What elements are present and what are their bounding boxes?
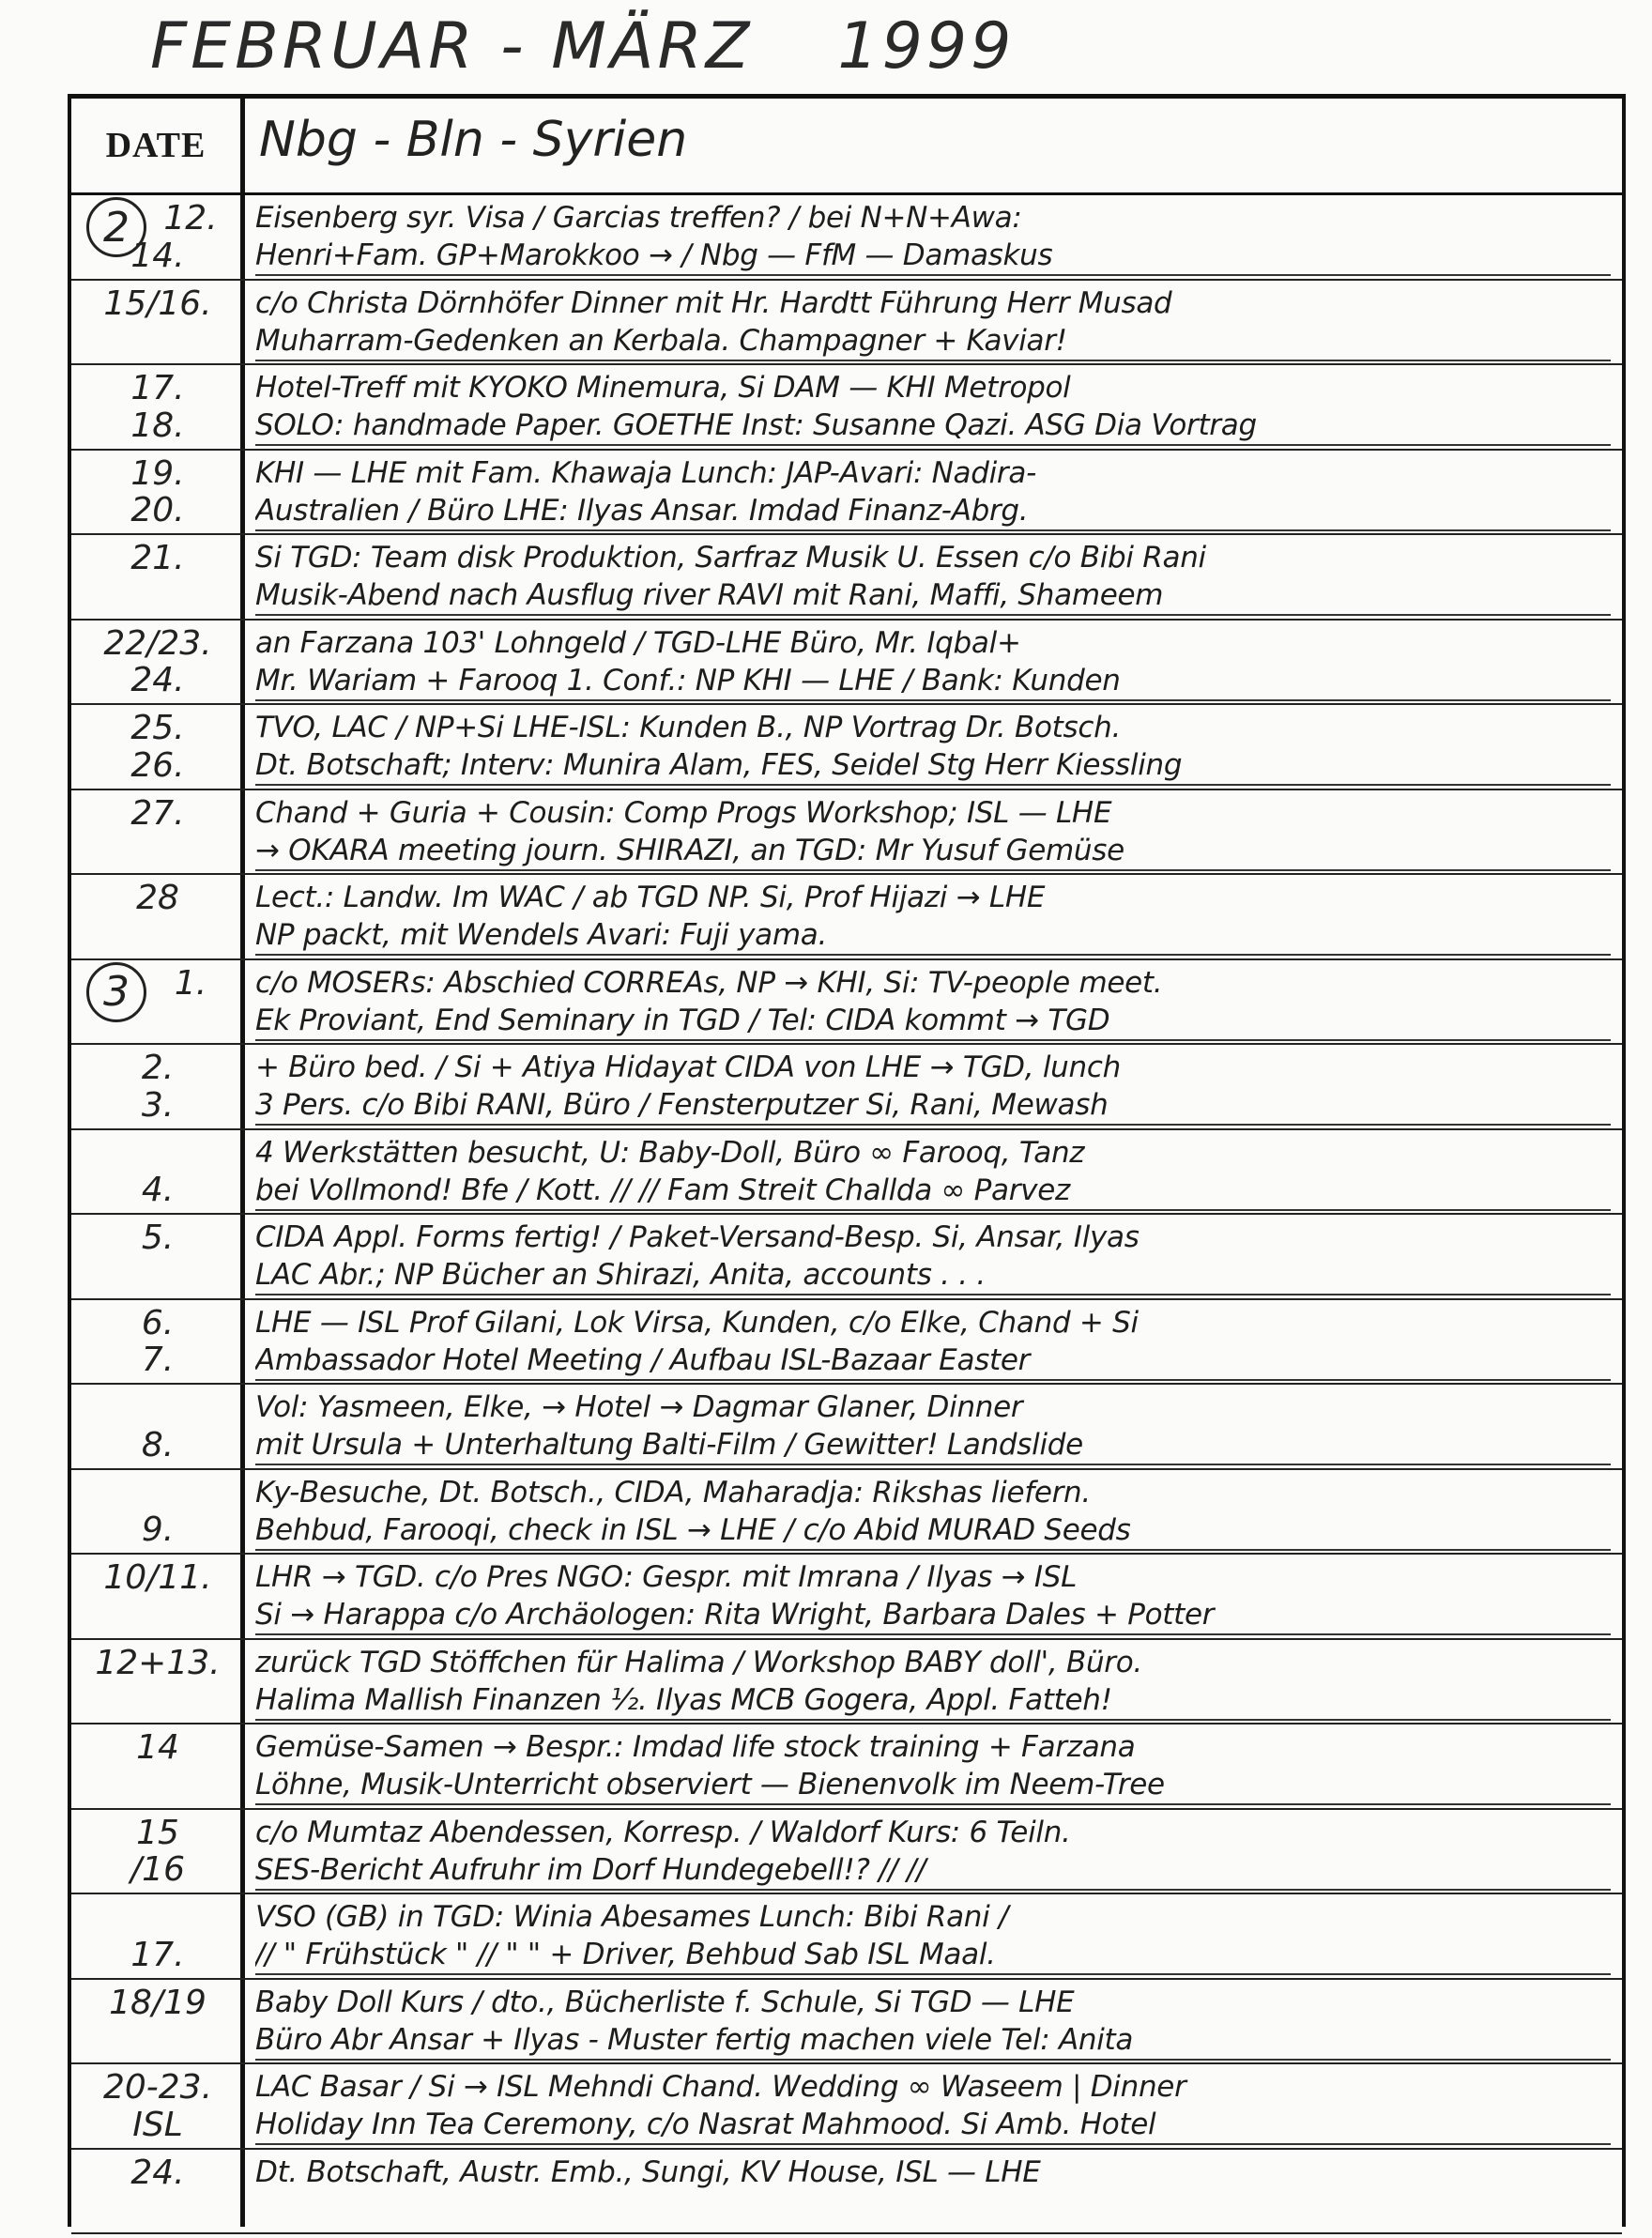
date-line-1: 20-23.: [102, 2068, 213, 2107]
date-cell: [79, 1130, 237, 1216]
entry-line-2: Ek Proviant, End Seminary in TGD / Tel: CIDA kommt → TGD: [255, 1004, 1611, 1041]
date-line-1: 12+13.: [95, 1643, 221, 1682]
entry-cell: [255, 365, 1611, 451]
diary-row: [71, 705, 1622, 790]
diary-row: [71, 960, 1622, 1046]
page-header: [150, 9, 1015, 84]
date-line-1: 15/16.: [103, 284, 212, 323]
entry-cell: [255, 875, 1611, 960]
entry-cell: [255, 535, 1611, 621]
entry-line-2: Australien / Büro LHE: Ilyas Ansar. Imdad Finanz-Abrg.: [255, 494, 1611, 531]
date-cell: [79, 535, 237, 621]
diary-row: [71, 195, 1622, 281]
date-column-header: DATE: [105, 126, 206, 165]
entry-line-1: c/o MOSERs: Abschied CORREAs, NP → KHI, Si: TV-people meet.: [255, 965, 1163, 1000]
entry-line-2: Mr. Wariam + Farooq 1. Conf.: NP KHI — LHE / Bank: Kunden: [255, 664, 1611, 701]
date-line-1: 24.: [130, 2153, 185, 2192]
entry-line-2: SOLO: handmade Paper. GOETHE Inst: Susanne Qazi. ASG Dia Vortrag: [255, 408, 1611, 446]
date-cell: [79, 281, 237, 366]
entry-line-2: Muharram-Gedenken an Kerbala. Champagner + Kaviar!: [255, 324, 1611, 361]
date-cell: [79, 1470, 237, 1556]
date-line-2: 7.: [141, 1341, 175, 1379]
entry-cell: [255, 1045, 1611, 1130]
date-line-1: 10/11.: [103, 1558, 212, 1597]
entry-cell: [255, 2064, 1611, 2150]
diary-sheet: [68, 94, 1626, 2227]
diary-row: [71, 1724, 1622, 1810]
entry-line-1: Ky-Besuche, Dt. Botsch., CIDA, Maharadja: Rikshas liefern.: [255, 1475, 1091, 1510]
entry-cell: [255, 1215, 1611, 1300]
date-cell: [79, 960, 237, 1046]
date-line-1: 25.: [130, 709, 185, 747]
date-line-2: 4.: [141, 1171, 175, 1209]
entry-cell: [255, 621, 1611, 706]
entry-line-1: Eisenberg syr. Visa / Garcias treffen? / bei N+N+Awa:: [255, 201, 1022, 235]
date-cell: [79, 1045, 237, 1130]
date-cell: [79, 1894, 237, 1980]
entry-cell: [255, 705, 1611, 790]
entry-line-1: c/o Mumtaz Abendessen, Korresp. / Waldorf Kurs: 6 Teiln.: [255, 1815, 1071, 1849]
date-line-1: 28: [136, 879, 179, 917]
date-line-1: 21.: [130, 539, 185, 577]
entry-line-2: Musik-Abend nach Ausflug river RAVI mit Rani, Maffi, Shameem: [255, 578, 1611, 616]
entry-line-1: Vol: Yasmeen, Elke, → Hotel → Dagmar Glaner, Dinner: [255, 1390, 1023, 1424]
entry-line-1: VSO (GB) in TGD: Winia Abesames Lunch: Bibi Rani /: [255, 1900, 1009, 1934]
date-line-2: 17.: [130, 1935, 185, 1974]
date-line-1: 18/19: [109, 1983, 206, 2022]
entry-line-1: zurück TGD Stöffchen für Halima / Workshop BABY doll', Büro.: [255, 1645, 1142, 1679]
month-marker: 3: [86, 962, 146, 1022]
entry-cell: [255, 1555, 1611, 1640]
entry-cell: [255, 195, 1611, 281]
entry-cell: [255, 790, 1611, 876]
date-line-1: 19.: [130, 453, 185, 493]
date-line-2: 18.: [130, 406, 185, 445]
entry-line-1: 4 Werkstätten besucht, U: Baby-Doll, Büro ∞ Farooq, Tanz: [255, 1135, 1085, 1170]
date-cell: [79, 875, 237, 960]
date-cell: [79, 1385, 237, 1470]
diary-row: [71, 1130, 1622, 1216]
date-cell: [79, 1640, 237, 1725]
date-line-1: 2.: [141, 1049, 175, 1087]
entry-line-2: // " Frühstück " // " " + Driver, Behbud Sab ISL Maal.: [255, 1938, 1611, 1975]
date-line-2: /16: [130, 1850, 185, 1889]
entry-line-2: Ambassador Hotel Meeting / Aufbau ISL-Bazaar Easter: [255, 1343, 1611, 1381]
entry-cell: [255, 1724, 1611, 1810]
entry-line-2: SES-Bericht Aufruhr im Dorf Hundegebell!? // //: [255, 1853, 1611, 1891]
date-line-1: 6.: [141, 1303, 175, 1342]
entry-line-2: → OKARA meeting journ. SHIRAZI, an TGD: Mr Yusuf Gemüse: [255, 834, 1611, 871]
diary-row: [71, 1810, 1622, 1895]
entry-line-1: Gemüse-Samen → Bespr.: Imdad life stock training + Farzana: [255, 1730, 1136, 1764]
entry-line-2: Holiday Inn Tea Ceremony, c/o Nasrat Mahmood. Si Amb. Hotel: [255, 2108, 1611, 2145]
date-line-1: 27.: [130, 793, 185, 833]
date-line-1: 12.: [163, 199, 218, 238]
date-cell: [79, 451, 237, 536]
entry-line-1: CIDA Appl. Forms fertig! / Paket-Versand-Besp. Si, Ansar, Ilyas: [255, 1220, 1140, 1254]
date-line-2: 9.: [141, 1510, 175, 1549]
entry-line-2: Büro Abr Ansar + Ilyas - Muster fertig machen viele Tel: Anita: [255, 2023, 1611, 2061]
diary-row: [71, 1470, 1622, 1556]
entry-line-1: Hotel-Treff mit KYOKO Minemura, Si DAM — KHI Metropol: [255, 371, 1071, 405]
entry-line-2: NP packt, mit Wendels Avari: Fuji yama.: [255, 918, 1611, 956]
date-cell: [79, 1980, 237, 2065]
date-cell: [79, 1724, 237, 1810]
entry-line-2: mit Ursula + Unterhaltung Balti-Film / Gewitter! Landslide: [255, 1428, 1611, 1465]
date-line-2: 14.: [130, 236, 185, 275]
entry-line-2: Behbud, Farooqi, check in ISL → LHE / c/o Abid MURAD Seeds: [255, 1513, 1611, 1551]
date-cell: [79, 1810, 237, 1895]
entry-line-1: KHI — LHE mit Fam. Khawaja Lunch: JAP-Avari: Nadira-: [255, 455, 1036, 490]
date-cell: [79, 2150, 237, 2235]
entry-line-1: LAC Basar / Si → ISL Mehndi Chand. Wedding ∞ Waseem | Dinner: [255, 2070, 1186, 2104]
diary-row: [71, 1894, 1622, 1980]
entry-line-1: Lect.: Landw. Im WAC / ab TGD NP. Si, Prof Hijazi → LHE: [255, 881, 1046, 914]
diary-row: [71, 621, 1622, 706]
header-entry: Nbg - Bln - Syrien: [259, 112, 688, 168]
date-cell: [79, 2064, 237, 2150]
entry-line-1: TVO, LAC / NP+Si LHE-ISL: Kunden B., NP Vortrag Dr. Botsch.: [255, 711, 1122, 744]
entry-line-1: Si TGD: Team disk Produktion, Sarfraz Musik U. Essen c/o Bibi Rani: [255, 541, 1206, 575]
row-rule: [71, 2232, 1622, 2234]
entry-cell: [255, 1470, 1611, 1556]
diary-row: [71, 451, 1622, 536]
diary-row: [71, 1215, 1622, 1300]
entry-cell: [255, 960, 1611, 1046]
entry-line-2: Henri+Fam. GP+Marokkoo → / Nbg — FfM — Damaskus: [255, 238, 1611, 276]
date-line-2: 26.: [130, 745, 185, 785]
diary-row: [71, 1300, 1622, 1386]
entry-cell: [255, 2150, 1611, 2235]
date-line-1: 15: [136, 1813, 179, 1852]
entry-cell: [255, 1640, 1611, 1725]
date-cell: [79, 1555, 237, 1640]
date-line-1: 17.: [130, 369, 185, 407]
diary-row: [71, 790, 1622, 876]
date-line-2: 24.: [130, 661, 185, 699]
entry-line-2: Dt. Botschaft; Interv: Munira Alam, FES, Seidel Stg Herr Kiessling: [255, 748, 1611, 786]
date-cell: [79, 365, 237, 451]
entry-line-1: c/o Christa Dörnhöfer Dinner mit Hr. Hardtt Führung Herr Musad: [255, 285, 1172, 320]
diary-row: [71, 2064, 1622, 2150]
page-year: 1999: [837, 9, 1016, 84]
diary-row: [71, 1385, 1622, 1470]
diary-row: [71, 1555, 1622, 1640]
entry-line-1: Dt. Botschaft, Austr. Emb., Sungi, KV House, ISL — LHE: [255, 2154, 1041, 2189]
entry-cell: [255, 1300, 1611, 1386]
date-line-2: 20.: [130, 491, 185, 529]
date-line-1: 22/23.: [103, 623, 212, 663]
entry-cell: [255, 1130, 1611, 1216]
date-line-1: 1.: [174, 963, 207, 1003]
page-title: FEBRUAR - MÄRZ: [150, 9, 754, 84]
entry-line-1: + Büro bed. / Si + Atiya Hidayat CIDA von LHE → TGD, lunch: [255, 1050, 1121, 1084]
entry-cell: [255, 1810, 1611, 1895]
entry-line-1: Baby Doll Kurs / dto., Bücherliste f. Schule, Si TGD — LHE: [255, 1985, 1075, 2019]
date-line-1: 14: [136, 1728, 179, 1767]
diary-row: [71, 281, 1622, 366]
entry-line-2: Halima Mallish Finanzen ½. Ilyas MCB Gogera, Appl. Fatteh!: [255, 1683, 1611, 1721]
date-line-2: 8.: [141, 1425, 175, 1464]
entry-line-1: Chand + Guria + Cousin: Comp Progs Workshop; ISL — LHE: [255, 795, 1112, 830]
entry-cell: [255, 451, 1611, 536]
entry-cell: [255, 1980, 1611, 2065]
diary-row: [71, 1640, 1622, 1725]
month-marker: 2: [86, 197, 146, 257]
entry-cell: [255, 281, 1611, 366]
date-cell: [79, 705, 237, 790]
diary-row: [71, 535, 1622, 621]
entry-line-2: 3 Pers. c/o Bibi RANI, Büro / Fensterputzer Si, Rani, Mewash: [255, 1088, 1611, 1126]
date-cell: [79, 1300, 237, 1386]
entry-line-2: bei Vollmond! Bfe / Kott. // // Fam Streit Challda ∞ Parvez: [255, 1173, 1611, 1211]
date-line-2: 3.: [141, 1085, 175, 1125]
date-line-1: 5.: [141, 1219, 175, 1257]
date-line-2: ISL: [132, 2105, 183, 2144]
diary-row: [71, 875, 1622, 960]
entry-line-2: Si → Harappa c/o Archäologen: Rita Wright, Barbara Dales + Potter: [255, 1598, 1611, 1635]
entry-cell: [255, 1385, 1611, 1470]
date-cell: [79, 621, 237, 706]
entry-line-1: an Farzana 103' Lohngeld / TGD-LHE Büro, Mr. Iqbal+: [255, 625, 1021, 660]
diary-row: [71, 1045, 1622, 1130]
entry-line-1: LHE — ISL Prof Gilani, Lok Virsa, Kunden, c/o Elke, Chand + Si: [255, 1305, 1139, 1340]
entry-line-2: Löhne, Musik-Unterricht observiert — Bienenvolk im Neem-Tree: [255, 1768, 1611, 1805]
entry-cell: [255, 1894, 1611, 1980]
diary-row: [71, 2150, 1622, 2235]
date-cell: [79, 790, 237, 876]
entry-line-2: LAC Abr.; NP Bücher an Shirazi, Anita, accounts . . .: [255, 1258, 1611, 1295]
diary-row: [71, 1980, 1622, 2065]
date-cell: [79, 1215, 237, 1300]
diary-row: [71, 365, 1622, 451]
date-cell: [79, 195, 237, 281]
entry-line-1: LHR → TGD. c/o Pres NGO: Gespr. mit Imrana / Ilyas → ISL: [255, 1560, 1078, 1594]
